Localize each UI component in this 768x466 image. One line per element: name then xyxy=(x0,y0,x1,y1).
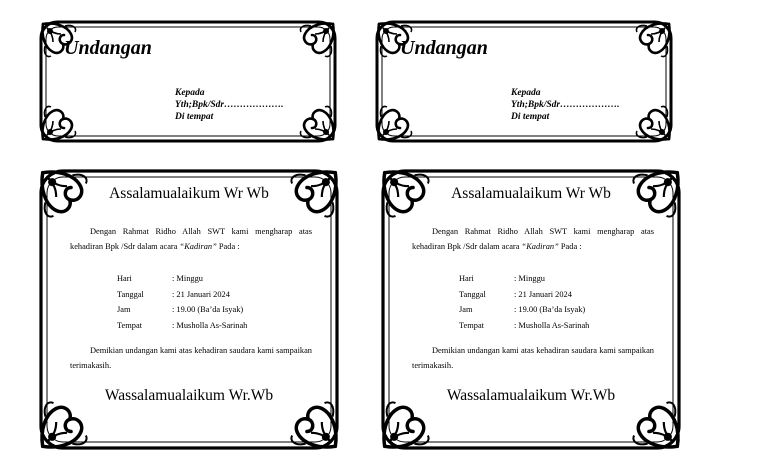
detail-value: : 21 Januari 2024 xyxy=(514,289,572,299)
detail-row xyxy=(117,271,247,287)
detail-value: : 19.00 (Ba’da Isyak) xyxy=(172,305,244,314)
farewell-heading: Wassalamualaikum Wr.Wb xyxy=(446,387,616,404)
event-name: “Kadiran” xyxy=(179,242,217,251)
envelope-title: Undangan xyxy=(400,37,488,59)
corner-ornament-icon xyxy=(384,402,429,447)
corner-ornament-icon xyxy=(300,23,333,56)
intro-text: Dengan Rahmat Ridho Allah SWT kami mengharap atas kehadiran Bpk /Sdr dalam acara xyxy=(412,227,654,251)
greeting-heading: Assalamualaikum Wr Wb xyxy=(451,185,611,202)
event-name: “Kadiran” xyxy=(521,242,559,251)
intro-paragraph xyxy=(412,224,654,254)
intro-paragraph xyxy=(70,224,312,254)
farewell-heading: Wassalamualaikum Wr.Wb xyxy=(104,387,274,404)
detail-row xyxy=(117,318,247,334)
event-details xyxy=(117,271,247,333)
envelope-card-2 xyxy=(374,19,674,144)
recipient-line: Yth;Bpk/Sdr………………. xyxy=(175,100,284,110)
detail-row xyxy=(459,287,589,303)
closing-paragraph: Demikian undangan kami atas kehadiran saudara kami sampaikan terimakasih. xyxy=(70,346,312,370)
intro-after: Pada : xyxy=(218,242,240,251)
detail-label: Jam xyxy=(117,305,131,314)
detail-label: Tempat xyxy=(459,320,484,330)
event-details xyxy=(459,271,589,333)
detail-value: : 21 Januari 2024 xyxy=(172,289,230,299)
detail-value: : Minggu xyxy=(514,274,545,283)
detail-value: : Musholla As-Sarinah xyxy=(172,320,248,330)
detail-row xyxy=(117,302,247,318)
corner-ornament-icon xyxy=(636,106,669,139)
to-label: Kepada xyxy=(511,88,541,98)
corner-ornament-icon xyxy=(42,106,75,139)
detail-row xyxy=(459,302,589,318)
detail-row xyxy=(459,271,589,287)
detail-label: Hari xyxy=(117,274,132,283)
envelope-title: Undangan xyxy=(64,37,152,59)
corner-ornament-icon xyxy=(42,402,87,447)
detail-row xyxy=(459,318,589,334)
envelope-card-1 xyxy=(38,19,338,144)
address-block xyxy=(175,87,283,123)
corner-ornament-icon xyxy=(378,106,411,139)
location-label: Di tempat xyxy=(175,112,214,122)
invitation-card-1 xyxy=(38,168,340,451)
intro-text: Dengan Rahmat Ridho Allah SWT kami mengharap atas kehadiran Bpk /Sdr dalam acara xyxy=(70,227,312,251)
corner-ornament-icon xyxy=(291,402,336,447)
detail-label: Jam xyxy=(459,305,473,314)
greeting-heading: Assalamualaikum Wr Wb xyxy=(109,185,269,202)
recipient-line: Yth;Bpk/Sdr………………. xyxy=(511,100,620,110)
detail-value: : 19.00 (Ba’da Isyak) xyxy=(514,305,586,314)
intro-after: Pada : xyxy=(560,242,582,251)
detail-label: Tanggal xyxy=(459,289,486,299)
detail-label: Hari xyxy=(459,274,474,283)
detail-label: Tanggal xyxy=(117,289,144,299)
corner-ornament-icon xyxy=(633,402,678,447)
invitation-card-2 xyxy=(380,168,682,451)
closing-paragraph: Demikian undangan kami atas kehadiran saudara kami sampaikan terimakasih. xyxy=(412,346,654,370)
corner-ornament-icon xyxy=(300,106,333,139)
to-label: Kepada xyxy=(175,88,205,98)
detail-value: : Minggu xyxy=(172,274,203,283)
address-block xyxy=(511,87,619,123)
corner-ornament-icon xyxy=(636,23,669,56)
location-label: Di tempat xyxy=(511,112,550,122)
detail-label: Tempat xyxy=(117,320,142,330)
detail-row xyxy=(117,287,247,303)
detail-value: : Musholla As-Sarinah xyxy=(514,320,590,330)
